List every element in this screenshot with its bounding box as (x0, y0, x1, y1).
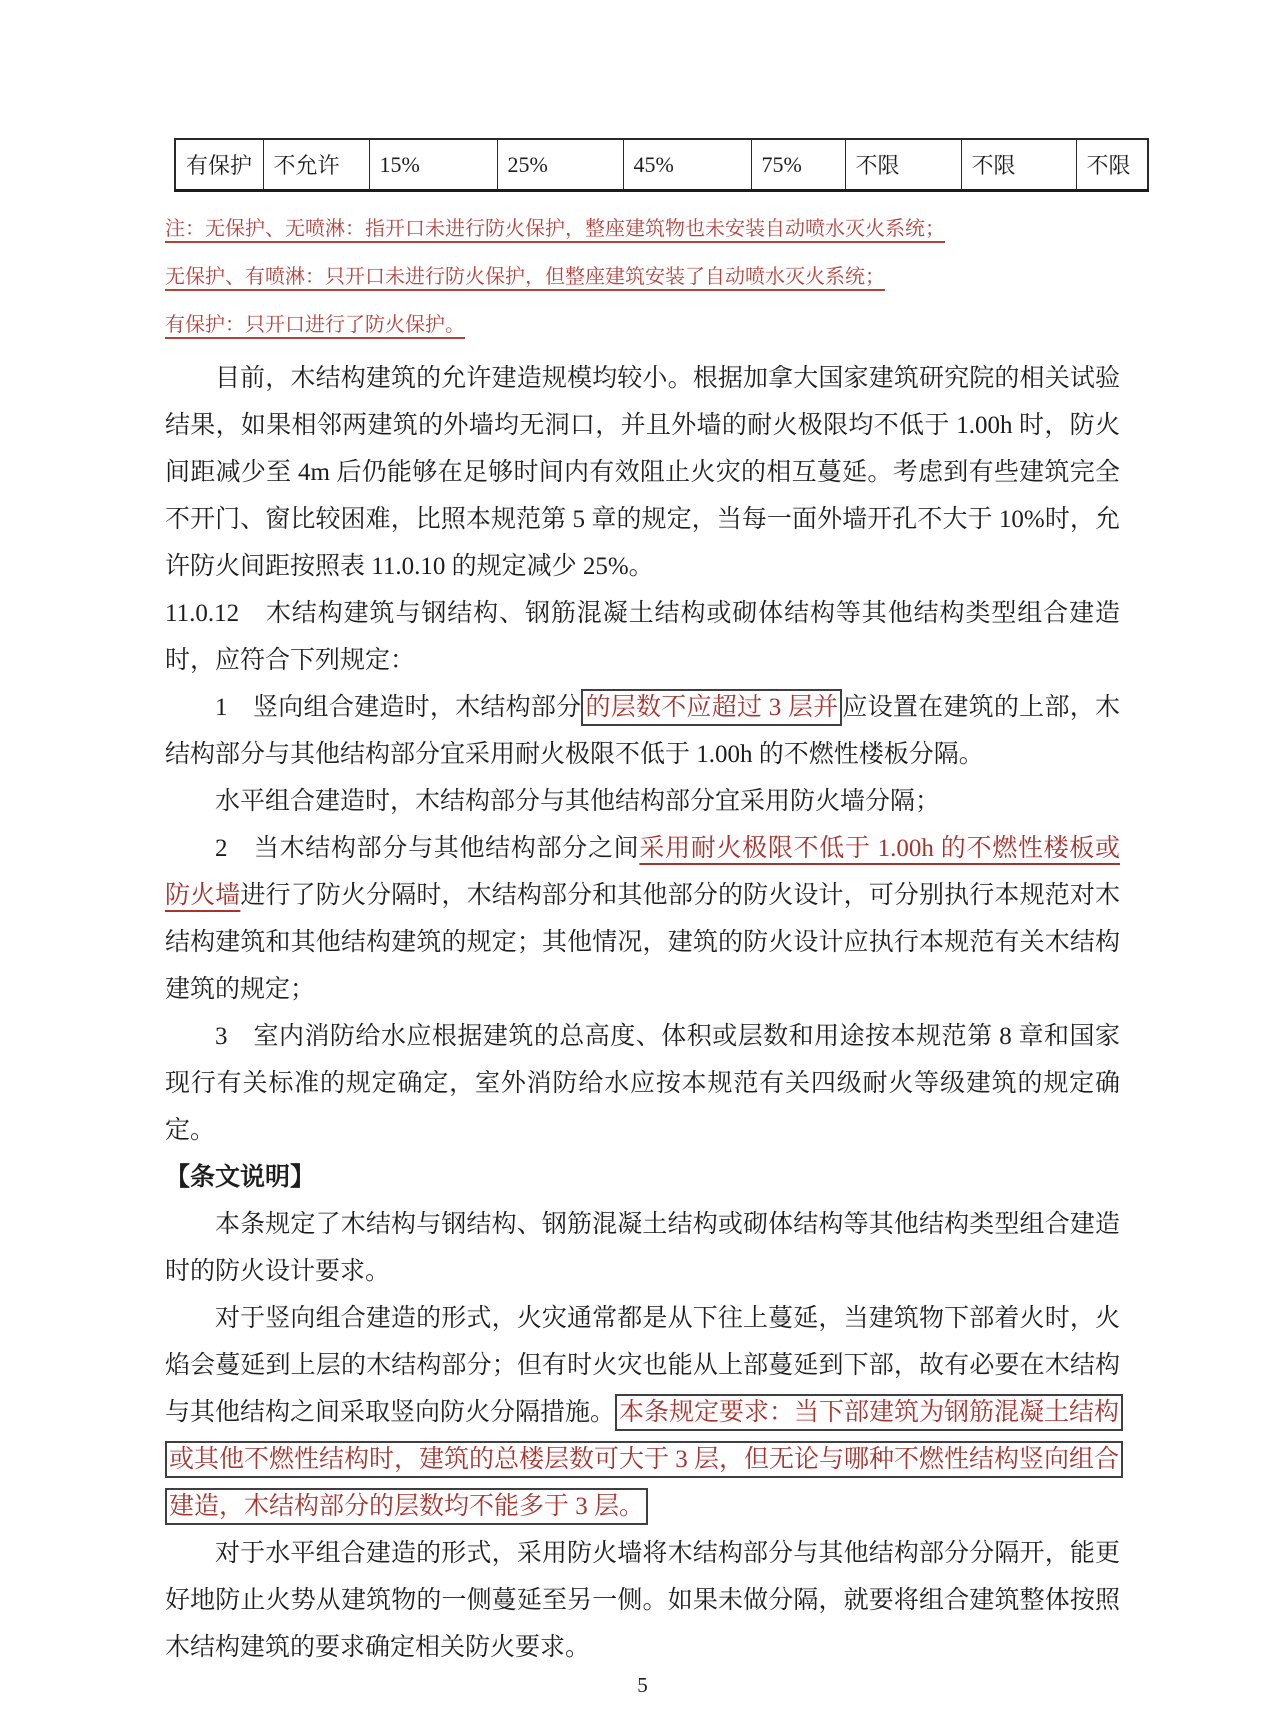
text-segment: 本条规定了木结构与钢结构、钢筋混凝土结构或砌体结构等其他结构类型组合建造时的防火设计要求。 (165, 1211, 1120, 1285)
note-line (165, 301, 1120, 349)
text-segment: 11.0.12 木结构建筑与钢结构、钢筋混凝土结构或砌体结构等其他结构类型组合建造时，应符合下列规定： (165, 600, 1120, 674)
note-text: 注：无保护、无喷淋：指开口未进行防火保护，整座建筑物也未安装自动喷水灭火系统； (165, 218, 945, 240)
table-cell: 45% (623, 139, 751, 191)
text-segment: 进行了防火分隔时，木结构部分和其他部分的防火设计，可分别执行本规范对木结构建筑和其他结构建筑的规定；其他情况，建筑的防火设计应执行本规范有关木结构建筑的规定； (165, 882, 1120, 1003)
protection-spec-table (174, 138, 1149, 192)
text-segment: 水平组合建造时，木结构部分与其他结构部分宜采用防火墙分隔； (215, 788, 941, 815)
para-horizontal (165, 778, 1120, 825)
table-cell: 25% (497, 139, 623, 191)
para-item-2 (165, 825, 1120, 1013)
para-explanation-1 (165, 1201, 1120, 1295)
redline-segment: 采用耐火极限不低于 1.00h 的不燃性楼板或防火墙 (165, 835, 1120, 909)
redbox-segment: 的层数不应超过 3 层并 (581, 689, 842, 726)
para-explanation-3 (165, 1530, 1120, 1671)
text-segment: 3 室内消防给水应根据建筑的总高度、体积或层数和用途按本规范第 8 章和国家现行有关标准的规定确定，室外消防给水应按本规范有关四级耐火等级建筑的规定确定。 (165, 1023, 1120, 1144)
table-row (175, 139, 1148, 191)
text-segment: 目前，木结构建筑的允许建造规模均较小。根据加拿大国家建筑研究院的相关试验结果，如果相邻两建筑的外墙均无洞口，并且外墙的耐火极限均不低于 1.00h 时，防火间距减少至 4m 后仍能够在足够时间内有效阻止火灾的相互蔓延。考虑到有些建筑完全不开门、窗比较困难，比照本规范第 5 章的规定，当每一面外墙开孔不大于 10%时，允许防火间距按照表 11.0.10 的规定减少 25%。 (165, 365, 1120, 580)
page-number: 5 (637, 1673, 648, 1697)
para-clause-11-0-12 (165, 590, 1120, 684)
text-segment: 应设置在建筑的上部，木结构部分与其他结构部分宜采用耐火极限不低于 1.00h 的不燃性楼板分隔。 (165, 694, 1120, 768)
note-line (165, 253, 1120, 301)
redbox-segment: 本条规定要求：当下部建筑为钢筋混凝土结构或其他不燃性结构时，建筑的总楼层数可大于 3 层，但无论与哪种不燃性结构竖向组合建造，木结构部分的层数均不能多于 3 层。 (165, 1394, 1123, 1525)
table-notes (165, 205, 1120, 349)
text-segment: 【条文说明】 (165, 1164, 316, 1191)
text-segment: 对于水平组合建造的形式，采用防火墙将木结构部分与其他结构部分分隔开，能更好地防止火势从建筑物的一侧蔓延至另一侧。如果未做分隔，就要将组合建筑整体按照木结构建筑的要求确定相关防火要求。 (165, 1540, 1120, 1661)
table-cell: 不限 (961, 139, 1076, 191)
para-explanation-heading (165, 1154, 1120, 1201)
table-cell: 15% (369, 139, 497, 191)
table-cell: 有保护 (175, 139, 263, 191)
note-line (165, 205, 1120, 253)
para-intro (165, 355, 1120, 590)
table-cell: 不限 (1076, 139, 1148, 191)
para-item-3 (165, 1013, 1120, 1154)
note-text: 有保护：只开口进行了防火保护。 (165, 314, 465, 336)
table-cell: 75% (751, 139, 845, 191)
table-cell: 不允许 (263, 139, 369, 191)
para-explanation-2 (165, 1295, 1120, 1530)
text-segment: 对于竖向组合建造的形式，火灾通常都是从下往上蔓延，当建筑物下部着火时，火焰会蔓延到上层的木结构部分；但有时火灾也能从上部蔓延到下部，故有必要在木结构与其他结构之间采取竖向防火分隔措施。 (165, 1305, 1120, 1426)
note-text: 无保护、有喷淋：只开口未进行防火保护，但整座建筑安装了自动喷水灭火系统； (165, 266, 885, 288)
para-item-1 (165, 684, 1120, 778)
text-segment: 2 当木结构部分与其他结构部分之间 (215, 835, 640, 862)
table-cell: 不限 (845, 139, 961, 191)
text-segment: 1 竖向组合建造时，木结构部分 (215, 694, 582, 721)
paragraphs (165, 355, 1120, 1671)
